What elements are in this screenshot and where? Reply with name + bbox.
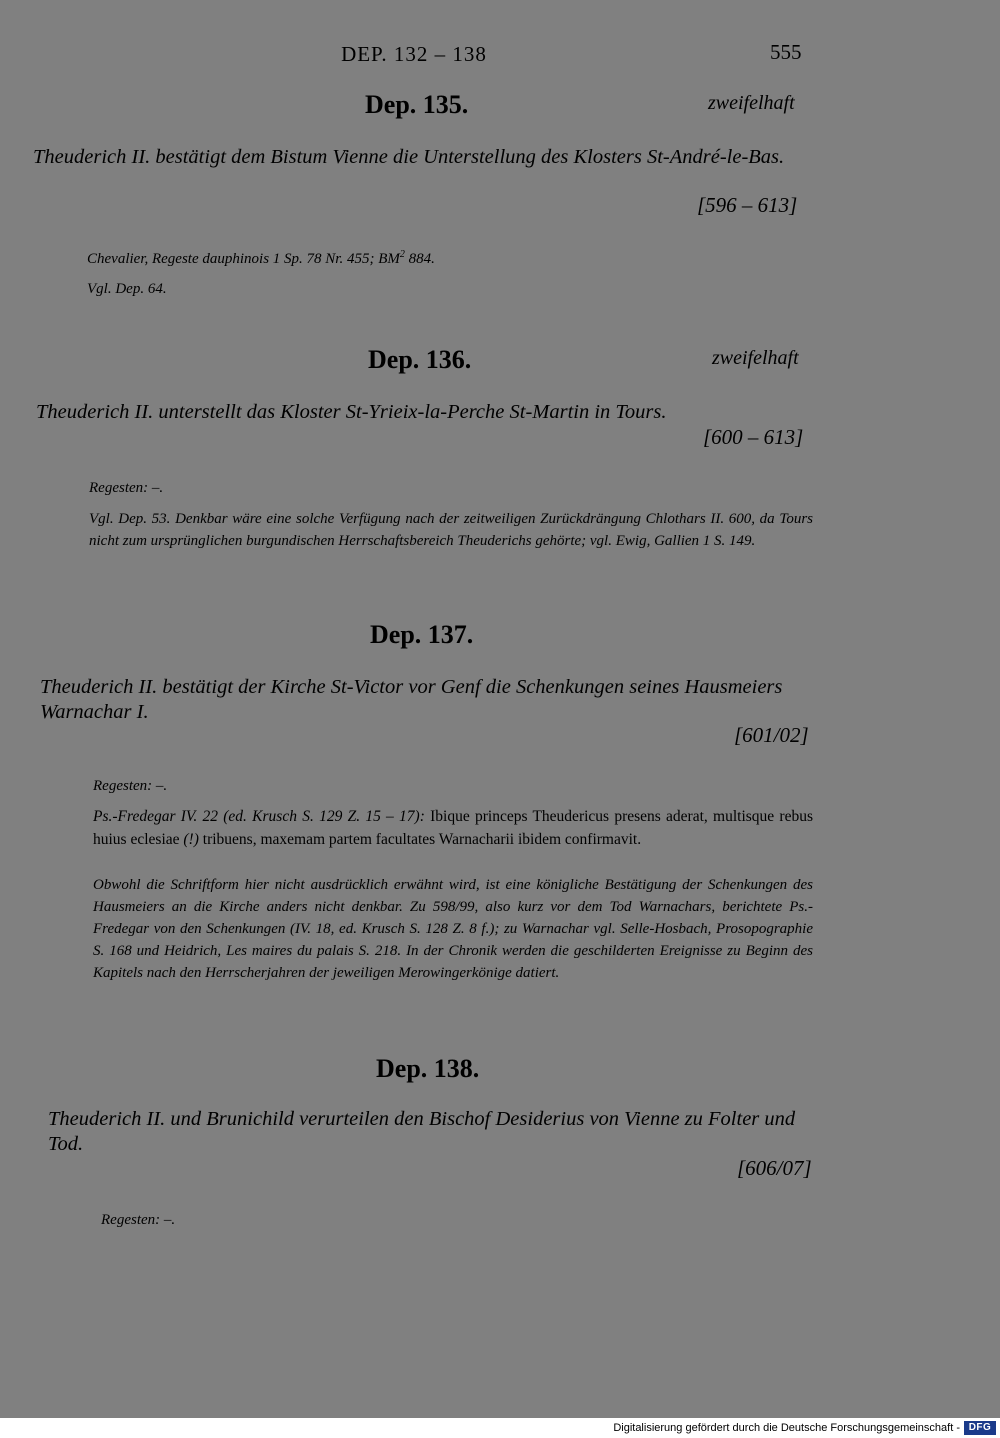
- entry-summary-dep-138: Theuderich II. und Brunichild verurteilen den Bischof Desiderius von Vienne zu Folter und Tod.: [48, 1108, 796, 1155]
- entry-date-dep-137: [601/02]: [734, 723, 809, 747]
- entry-crossref-dep-135: Vgl. Dep. 64.: [87, 281, 167, 297]
- regesten-dep-137: Regesten: –.: [93, 778, 168, 794]
- entry-title-dep-138: Dep. 138.: [376, 1054, 480, 1083]
- regesten-dep-138: Regesten: –.: [101, 1212, 176, 1228]
- entry-date-dep-136: [600 – 613]: [703, 425, 804, 449]
- entry-qualifier-dep-135: zweifelhaft: [708, 92, 795, 114]
- page-number: 555: [770, 40, 802, 64]
- entry-note-dep-135: Chevalier, Regeste dauphinois 1 Sp. 78 Nr. 455; $BM^2$ 884.: [87, 249, 435, 267]
- entry-summary-dep-136: Theuderich II. unterstellt das Kloster St-Yrieix-la-Perche St-Martin in Tours.: [36, 401, 667, 423]
- source-quote-dep-137: Ps.-Fredegar IV. 22 (ed. Krusch S. 129 Z. 15 – 17): Ibique princeps Theudericus presens aderat, multisque rebus huius eclesiae (!) tribuens, maxemam partem facultates Warnacharii ibidem confirmavit.: [93, 808, 813, 848]
- entry-note-dep-136: Vgl. Dep. 53. Denkbar wäre eine solche Verfügung nach der zeitweiligen Zurückdrängung Chlothars II. 600, da Tours nicht zum ursprünglichen burgundischen Herrschaftsbereich Theuderichs gehörte; vgl. Ewig, Gallien 1 S. 149.: [89, 511, 813, 549]
- funding-footer: [0, 1418, 1000, 1438]
- entry-summary-dep-137: Theuderich II. bestätigt der Kirche St-Victor vor Genf die Schenkungen seines Hausmeiers Warnachar I.: [40, 676, 783, 723]
- running-head: DEP. 132 – 138: [341, 42, 487, 66]
- entry-date-dep-135: [596 – 613]: [697, 193, 798, 217]
- entry-title-dep-137: Dep. 137.: [370, 620, 474, 649]
- regesten-dep-136: Regesten: –.: [89, 480, 164, 496]
- dfg-logo: DFG: [964, 1421, 996, 1435]
- entry-qualifier-dep-136: zweifelhaft: [712, 347, 799, 369]
- entry-date-dep-138: [606/07]: [737, 1156, 812, 1180]
- entry-commentary-dep-137: Obwohl die Schriftform hier nicht ausdrücklich erwähnt wird, ist eine königliche Bestätigung der Schenkungen des Hausmeiers an die Kirche anders nicht denkbar. Zu 598/99, also kurz vor dem Tod Warnachars, berichtete Ps.-Fredegar von den Schenkungen (IV. 18, ed. Krusch S. 128 Z. 8 f.); zu Warnachar vgl. Selle-Hosbach, Prosopographie S. 168 und Heidrich, Les maires du palais S. 218. In der Chronik werden die geschilderten Ereignisse zu Beginn des Kapitels nach den Herrscherjahren der jeweiligen Merowingerkönige datiert.: [93, 877, 813, 981]
- funding-text: Digitalisierung gefördert durch die Deutsche Forschungsgemeinschaft -: [613, 1422, 960, 1434]
- entry-summary-dep-135: Theuderich II. bestätigt dem Bistum Vienne die Unterstellung des Klosters St-André-le-Bas.: [33, 146, 785, 168]
- entry-title-dep-136: Dep. 136.: [368, 345, 472, 374]
- entry-title-dep-135: Dep. 135.: [365, 90, 469, 119]
